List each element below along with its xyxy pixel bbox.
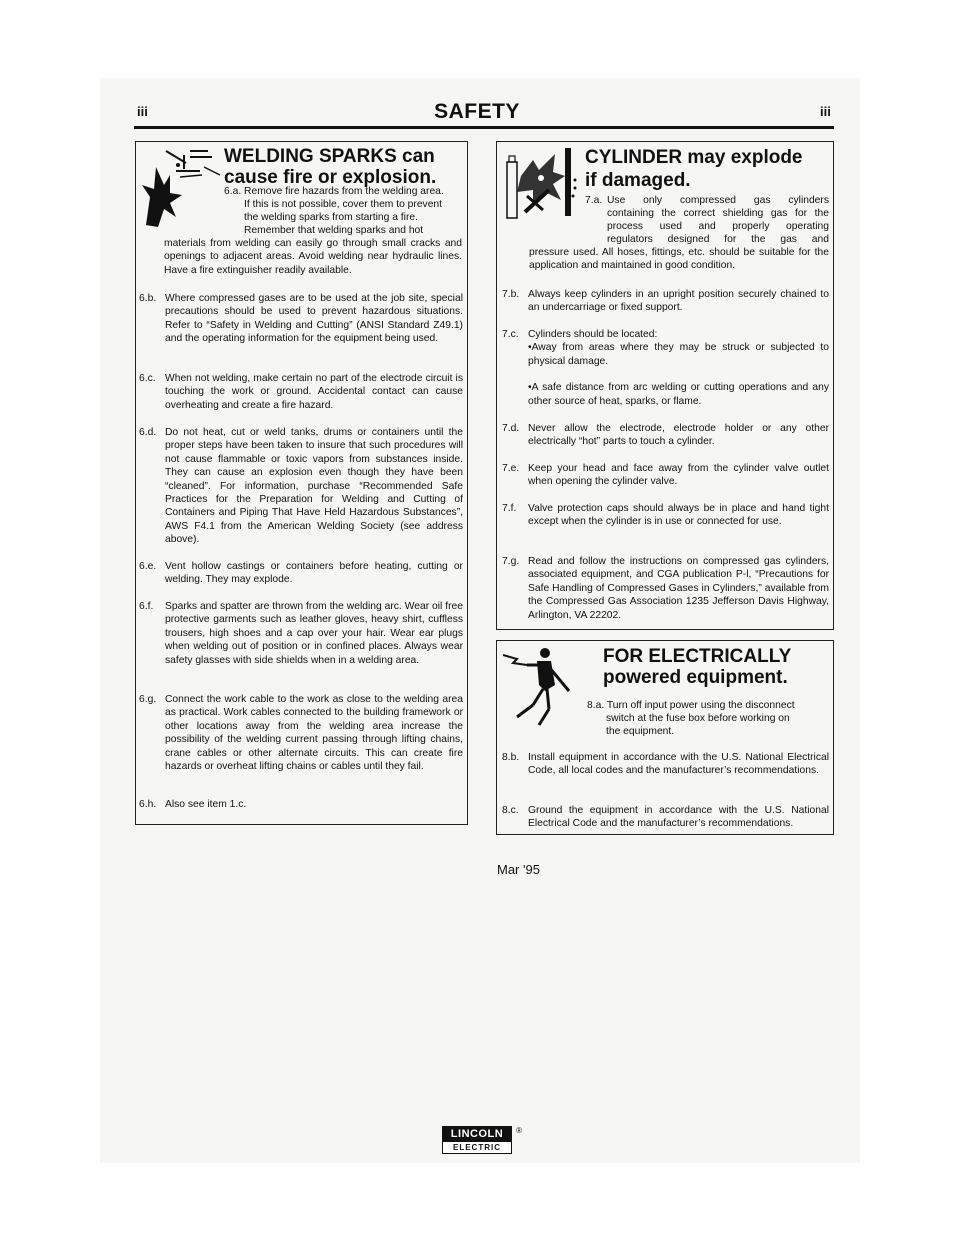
page-number-left: iii: [137, 104, 148, 119]
item-6a-line: the welding sparks from starting a fire.: [244, 212, 418, 223]
item-text: Cylinders should be located:: [528, 329, 658, 340]
item-6a-continued: materials from welding can easily go through small cracks and openings to adjacent areas. Avoid welding near hydraulic lines. Have a fire extinguisher readily available.: [164, 238, 462, 276]
item-text: Do not heat, cut or weld tanks, drums or containers until the proper steps have been taken to insure that such procedures will not cause flammable or toxic vapors from substances inside. They can cause an explosion even though they have been “cleaned”. For information, purchase “Recommended Safe Practices for the Preparation for Welding and Cutting of Containers and Piping That Have Held Hazardous Substances”, AWS F4.1 from the American Welding Society (see address above).: [165, 427, 463, 546]
item-text: Vent hollow castings or containers before heating, cutting or welding. They may explode.: [165, 561, 463, 586]
item-label: 7.c.: [502, 329, 519, 340]
item-7c-bullet: •A safe distance from arc welding or cutting operations and any other source of heat, sparks, or flame.: [528, 382, 829, 407]
item-text: Install equipment in accordance with the U.S. National Electrical Code, all local codes and the manufacturer’s recommendations.: [528, 752, 829, 777]
item-7d: [502, 422, 829, 449]
item-text: Keep your head and face away from the cylinder valve outlet when opening the cylinder valve.: [528, 463, 829, 488]
item-text: Always keep cylinders in an upright position securely chained to an undercarriage or fixed support.: [528, 289, 829, 314]
spark-explosion-icon: [140, 145, 226, 231]
item-text: Where compressed gases are to be used at the job site, special precautions should be used to prevent hazardous situations. Refer to “Safety in Welding and Cutting” (ANSI Standard Z49.1) and the operating information for the equipment being used.: [165, 293, 463, 345]
welding-sparks-section: [135, 141, 468, 825]
cylinder-title-line2: if damaged.: [585, 170, 691, 191]
cylinder-title-line1: CYLINDER may explode: [585, 147, 803, 168]
item-text: Never allow the electrode, electrode holder or any other electrically “hot” parts to touch a cylinder.: [528, 423, 829, 448]
lincoln-electric-logo: [442, 1126, 522, 1154]
item-7a-line: process used and properly operating: [607, 221, 829, 232]
item-7a-line: Use only compressed gas cylinders: [607, 195, 829, 206]
item-text: When not welding, make certain no part of the electrode circuit is touching the work or ground. Accidental contact can cause overheating and create a fire hazard.: [165, 373, 463, 411]
sparks-title-line2: cause fire or explosion.: [224, 167, 437, 188]
item-8b: [502, 751, 829, 778]
item-label: 6.g.: [139, 694, 157, 705]
item-6e: [139, 560, 463, 587]
logo-bottom-text: ELECTRIC: [442, 1142, 512, 1154]
item-8c: [502, 804, 829, 831]
cylinder-section: [496, 141, 834, 630]
item-label: 7.e.: [502, 463, 520, 474]
item-6b: [139, 292, 463, 346]
item-8a-line: 8.a. Turn off input power using the disconnect: [587, 700, 795, 711]
item-label: 7.d.: [502, 423, 520, 434]
item-7e: [502, 462, 829, 489]
item-label: 7.g.: [502, 556, 520, 567]
item-7a-line: containing the correct shielding gas for the: [607, 208, 829, 219]
item-6h: [139, 798, 463, 811]
item-8a-line: the equipment.: [606, 726, 675, 737]
gas-cylinder-explosion-icon: [503, 146, 581, 226]
item-6f: [139, 600, 463, 667]
item-7c-bullet: •Away from areas where they may be struck or subjected to physical damage.: [528, 342, 829, 367]
item-6a-line: Remember that welding sparks and hot: [244, 225, 424, 236]
item-7a-label: 7.a.: [585, 195, 603, 206]
sparks-title-line1: WELDING SPARKS can: [224, 146, 435, 167]
item-label: 6.e.: [139, 561, 157, 572]
revision-date: Mar '95: [497, 862, 540, 877]
item-8a-line: switch at the fuse box before working on: [606, 713, 790, 724]
electric-title-line1: FOR ELECTRICALLY: [603, 646, 792, 667]
item-label: 6.h.: [139, 799, 157, 810]
item-7g: [502, 555, 829, 622]
item-text: Sparks and spatter are thrown from the welding arc. Wear oil free protective garments such as leather gloves, heavy shirt, cuffless trousers, high shoes and a cap over your hair. Wear ear plugs when welding out of position or in confined places. Always wear safety glasses with side shields when in a welding area.: [165, 601, 463, 666]
item-label: 8.b.: [502, 752, 520, 763]
electric-title-line2: powered equipment.: [603, 667, 788, 688]
item-text: Valve protection caps should always be in place and hand tight except when the cylinder is in use or connected for use.: [528, 503, 829, 528]
logo-top-text: LINCOLN: [442, 1126, 512, 1142]
item-label: 8.c.: [502, 805, 519, 816]
item-text: Connect the work cable to the work as close to the welding area as practical. Work cables connected to the building framework or other locations away from the welding area increase the possibility of the welding current passing through lifting chains, crane cables or other alternate circuits. This can create fire hazards or overheat lifting chains or cables until they fail.: [165, 694, 463, 773]
item-text: Also see item 1.c.: [165, 799, 247, 810]
item-label: 6.b.: [139, 293, 157, 304]
item-6d: [139, 426, 463, 547]
registered-mark: ®: [516, 1126, 522, 1135]
header-rule: [134, 126, 834, 129]
item-6a-line: 6.a. Remove fire hazards from the welding area.: [224, 186, 444, 197]
item-7c: [502, 328, 829, 408]
item-label: 7.b.: [502, 289, 520, 300]
page-number-right: iii: [820, 104, 831, 119]
item-7b: [502, 288, 829, 315]
item-7a-line: regulators designed for the gas and: [607, 234, 829, 245]
electrical-section: [496, 640, 834, 835]
item-label: 6.c.: [139, 373, 156, 384]
item-text: Read and follow the instructions on compressed gas cylinders, associated equipment, and CGA publication P-l, “Precautions for Safe Handling of Compressed Gases in Cylinders,” available from the Compressed Gas Association 1235 Jefferson Davis Highway, Arlington, VA 22202.: [528, 556, 829, 621]
item-text: Ground the equipment in accordance with the U.S. National Electrical Code and the manufacturer’s recommendations.: [528, 805, 829, 830]
item-7f: [502, 502, 829, 529]
item-label: 6.d.: [139, 427, 157, 438]
item-label: 6.f.: [139, 601, 154, 612]
item-label: 7.f.: [502, 503, 517, 514]
item-7a-continued: pressure used. All hoses, fittings, etc. should be suitable for the application and maintained in good condition.: [529, 247, 829, 272]
item-6c: [139, 372, 463, 412]
page-title: SAFETY: [434, 100, 520, 123]
item-6g: [139, 693, 463, 773]
item-6a-line: If this is not possible, cover them to prevent: [244, 199, 443, 210]
electric-shock-icon: [503, 645, 583, 733]
